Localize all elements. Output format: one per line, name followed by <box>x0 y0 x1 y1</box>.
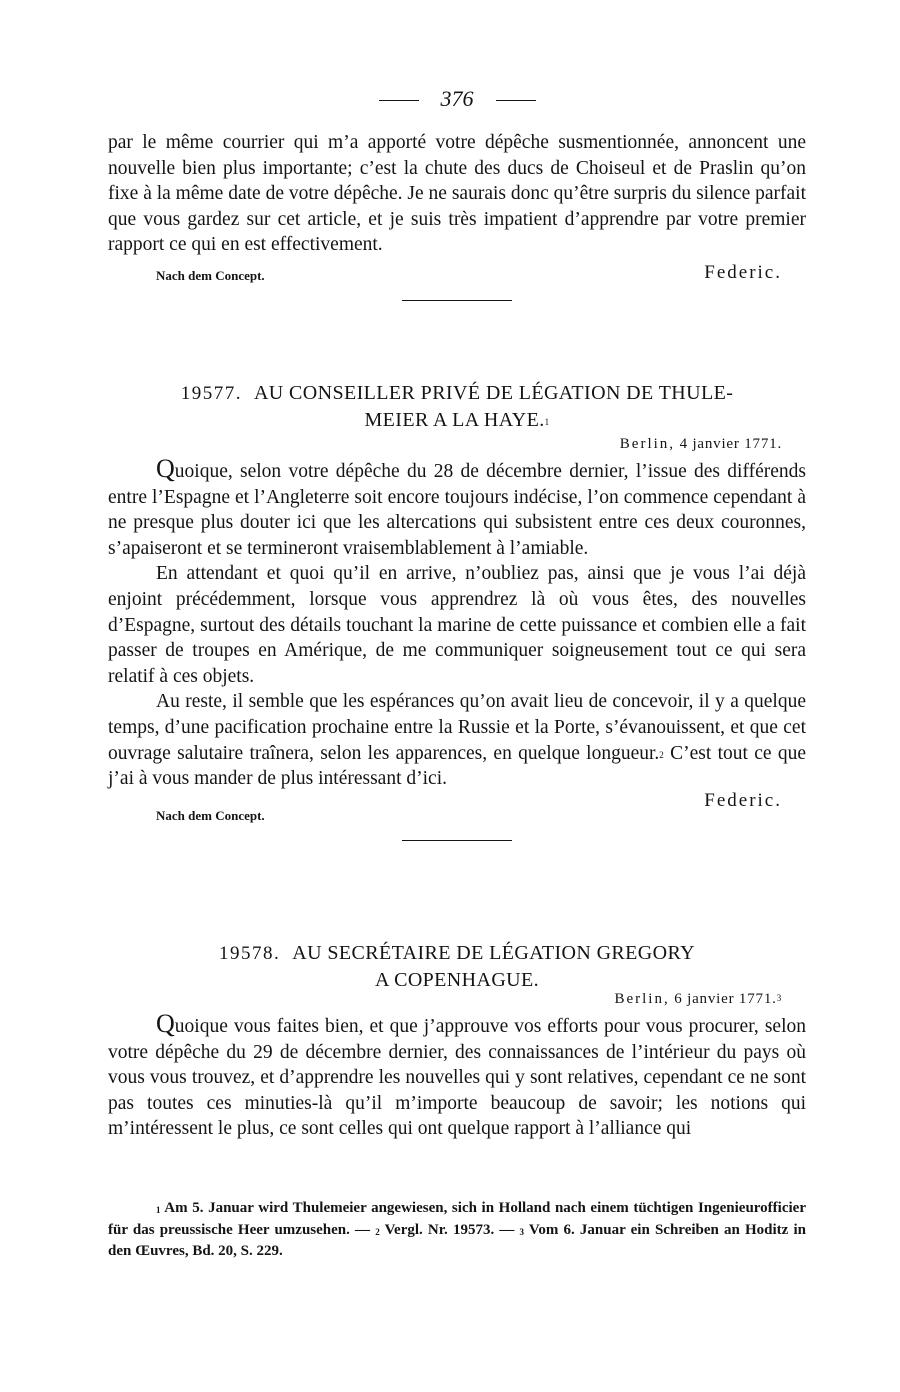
letter-19578 <box>108 940 806 1142</box>
letter-19577 <box>108 380 806 841</box>
paragraph-1-text: uoique, selon votre dépêche du 28 de décembre dernier, l’issue des différends entre l’Espagne et l’Angleterre soit encore toujours indécise, l’on commence cependant à ne presque plus douter ici que les altercations qui subsistent entre ces deux couronnes, s’apaiseront et se termineront vraisemblablement à l’amiable. <box>108 461 806 559</box>
paragraph-3 <box>108 689 806 791</box>
paragraph-1 <box>108 1011 806 1142</box>
source-note: Nach dem Concept. <box>156 807 265 823</box>
initial-letter: Q <box>156 1009 175 1038</box>
footnote-2: Vergl. Nr. 19573. — <box>384 1221 515 1238</box>
signature-row <box>108 260 806 288</box>
page-number: 376 <box>440 86 474 111</box>
paragraph-3-text-b: C’est tout ce que j’ai à vous mander de plus intéressant d’ici. <box>108 742 806 790</box>
section-divider <box>402 300 512 301</box>
footnote-block <box>108 1198 806 1263</box>
heading-line-2: MEIER A LA HAYE. <box>364 409 545 431</box>
source-note: Nach dem Concept. <box>156 267 265 283</box>
signature-row <box>108 789 806 823</box>
folio-dash-left <box>379 100 419 101</box>
letter-number: 19577. <box>180 383 242 404</box>
dateline <box>108 436 782 453</box>
heading-line-2: A COPENHAGUE. <box>374 969 540 991</box>
paragraph-1-text: uoique vous faites bien, et que j’approuve vos efforts pour vous procurer, selon votre dépêche du 29 de décembre dernier, des connaissances de l’intérieur du pays où vous vous trouvez, et d’apprendre les nouvelles qui y sont relatives, cependant ce ne sont pas toutes ces minuties-là qu’il m’importe beaucoup de savoir; les notions qui m’intéressent le plus, ce sont celles qui ont quelque rapport à l’alliance qui <box>108 1016 806 1140</box>
date: 6 janvier 1771. <box>674 991 777 1007</box>
dateline <box>108 991 782 1008</box>
paragraph-1 <box>108 456 806 561</box>
place: Berlin, <box>614 991 670 1007</box>
folio-dash-right <box>496 100 536 101</box>
paragraph-3-text-a: Au reste, il semble que les espérances qu’on avait lieu de concevoir, il y a quelque temps, d’une pacification prochaine entre la Russie et la Porte, s’évanouissent, et que cet ouvrage salutaire traînera, selon les apparences, en quelque longueur. <box>108 691 806 764</box>
page-number-line <box>108 86 806 112</box>
date: 4 janvier 1771. <box>679 436 782 452</box>
footnotes <box>108 1198 806 1263</box>
footnote-marker: 2 <box>659 749 664 760</box>
heading-line-1: AU CONSEILLER PRIVÉ DE LÉGATION DE THULE- <box>253 382 734 404</box>
signature: Federic. <box>704 261 782 283</box>
paragraph-2: En attendant et quoi qu’il en arrive, n’oubliez pas, ainsi que je vous l’ai déjà enjoint précédemment, lorsque vous apprendrez là où vous êtes, des nouvelles d’Espagne, surtout des détails touchant la marine de cette puissance et combien elle a fait passer de troupes en Amérique, de me communiquer soigneusement tout ce qui sera relatif à ces objets. <box>108 563 806 687</box>
signature: Federic. <box>704 789 782 811</box>
footnote-marker: 3 <box>776 993 782 1003</box>
heading-line-1: AU SECRÉTAIRE DE LÉGATION GREGORY <box>292 942 695 964</box>
footnote-marker: 1 <box>544 417 550 427</box>
letter-heading <box>108 380 806 433</box>
section-divider <box>402 840 512 841</box>
footnote-1: Am 5. Januar wird Thulemeier angewiesen, sich in Holland nach einem tüchtigen Ingenieurofficier für das preussische Heer umzusehen. — <box>108 1200 806 1238</box>
footnote-marker: 1 <box>156 1205 161 1215</box>
footnote-marker: 3 <box>519 1226 525 1237</box>
footnote-marker: 2 <box>375 1226 380 1237</box>
footnote-3: Vom 6. Januar ein Schreiben an Hoditz in den Œuvres, Bd. 20, S. 229. <box>108 1221 807 1259</box>
place: Berlin, <box>619 436 676 452</box>
letter-heading <box>108 940 806 993</box>
initial-letter: Q <box>156 454 175 483</box>
letter-number: 19578. <box>219 943 281 964</box>
previous-letter-end <box>108 130 806 301</box>
continuation-paragraph: par le même courrier qui m’a apporté votre dépêche susmentionnée, annoncent une nouvelle bien plus importante; c’est la chute des ducs de Choiseul et de Praslin qu’on fixe à la même date de votre dépêche. Je ne saurais donc qu’être surpris du silence parfait que vous gardez sur cet article, et je suis très impatient d’apprendre par votre premier rapport ce qui en est effectivement. <box>108 132 806 256</box>
